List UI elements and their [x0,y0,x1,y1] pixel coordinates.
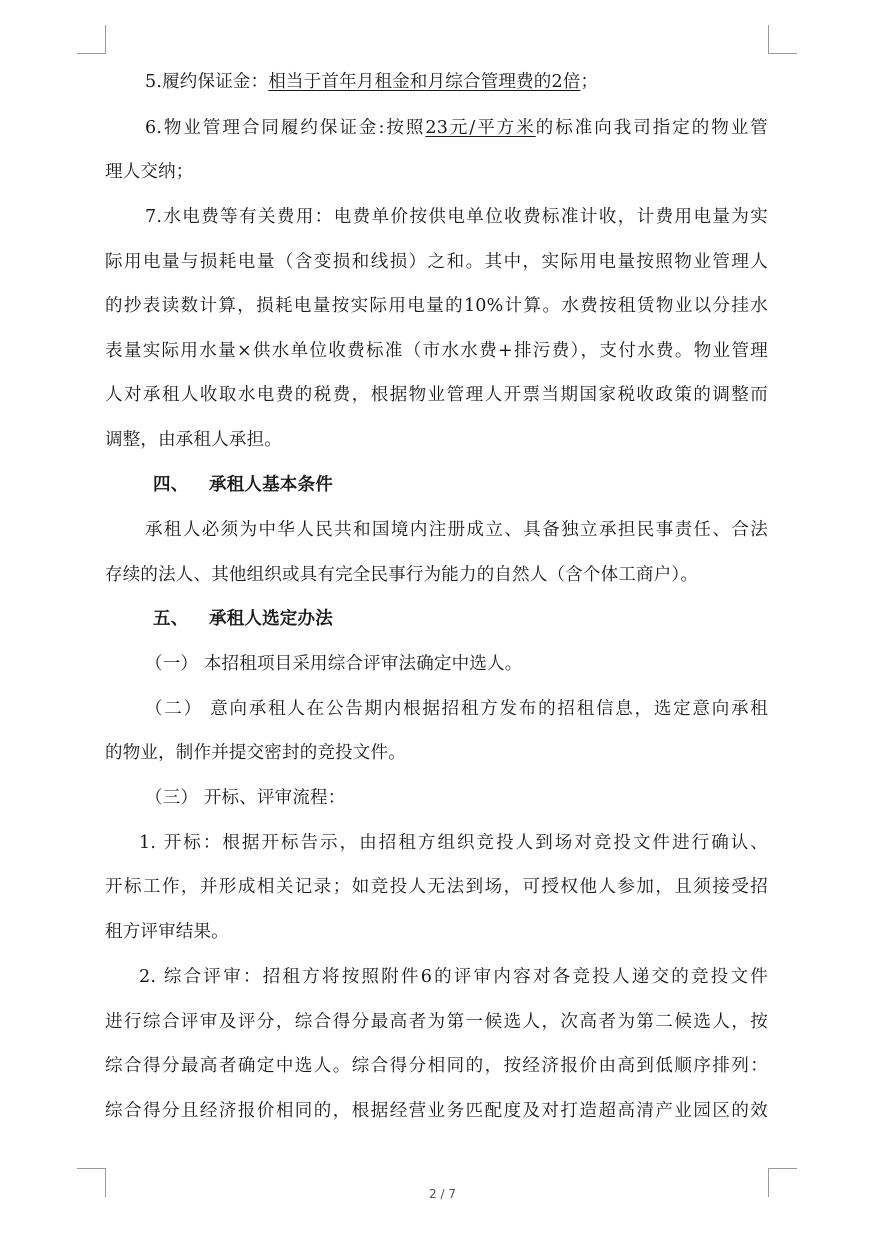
step1-line: 开标工作，并形成相关记录；如竞投人无法到场，可授权他人参加，且须接受招 [105,877,768,897]
section5-number: 五、 [153,609,189,629]
step2-line: 2. 综合评审：招租方将按照附件6的评审内容对各竞投人递交的竞投文件 [139,967,768,987]
step1-line: 租方评审结果。 [105,922,229,942]
section4-heading [105,473,768,497]
section5-p2-line: 的物业，制作并提交密封的竞投文件。 [105,743,406,763]
section4-line: 存续的法人、其他组织或具有完全民事行为能力的自然人（含个体工商户）。 [105,565,699,585]
item5-end: ； [580,72,599,92]
step2-line: 综合得分且经济报价相同的，根据经营业务匹配度及对打造超高清产业园区的效 [105,1101,768,1121]
section4-line: 承租人必须为中华人民共和国境内注册成立、具备独立承担民事责任、合法 [145,520,768,540]
item7-line: 际用电量与损耗电量（含变损和线损）之和。其中，实际用电量按照物业管理人 [105,252,768,272]
item6-post: 的标准向我司指定的物业管 [535,118,768,138]
step2-line: 综合得分最高者确定中选人。综合得分相同的，按经济报价由高到低顺序排列： [105,1056,768,1076]
section4-title: 承租人基本条件 [209,475,333,495]
item7-line: 调整，由承租人承担。 [105,430,282,450]
section5-title: 承租人选定办法 [209,609,333,629]
item7-line: 的抄表读数计算，损耗电量按实际用电量的10%计算。水费按租赁物业以分挂水 [105,296,768,316]
item7-line: 人对承租人收取水电费的税费，根据物业管理人开票当期国家税收政策的调整而 [105,385,768,405]
section5-p2-line: （二） 意向承租人在公告期内根据招租方发布的招租信息，选定意向承租 [145,699,768,719]
item5-line [105,70,768,94]
section5-p1: （一） 本招租项目采用综合评审法确定中选人。 [145,654,523,674]
step1-line: 1. 开标：根据开标告示，由招租方组织竞投人到场对竞投文件进行确认、 [139,833,768,853]
margin-mark-top-right [768,25,797,54]
item5-label: 5.履约保证金： [145,72,269,92]
section5-p3: （三） 开标、评审流程： [145,788,346,808]
step2-line: 进行综合评审及评分，综合得分最高者为第一候选人，次高者为第二候选人，按 [105,1012,768,1032]
item7-line: 表量实际用水量×供水单位收费标准（市水水费+排污费），支付水费。物业管理 [105,341,768,361]
item6-line-2: 理人交纳； [105,162,194,182]
page-number: 2 / 7 [429,1187,456,1201]
item6-line-1 [105,116,768,140]
item7-line: 7.水电费等有关费用：电费单价按供电单位收费标准计收，计费用电量为实 [145,207,768,227]
item6-pre: 6.物业管理合同履约保证金:按照 [145,118,426,138]
section5-heading [105,607,768,631]
item5-value: 相当于首年月租金和月综合管理费的2倍 [268,72,581,92]
item6-value: 23元/平方米 [425,118,536,138]
margin-mark-top-left [77,25,106,54]
section4-number: 四、 [153,475,189,495]
